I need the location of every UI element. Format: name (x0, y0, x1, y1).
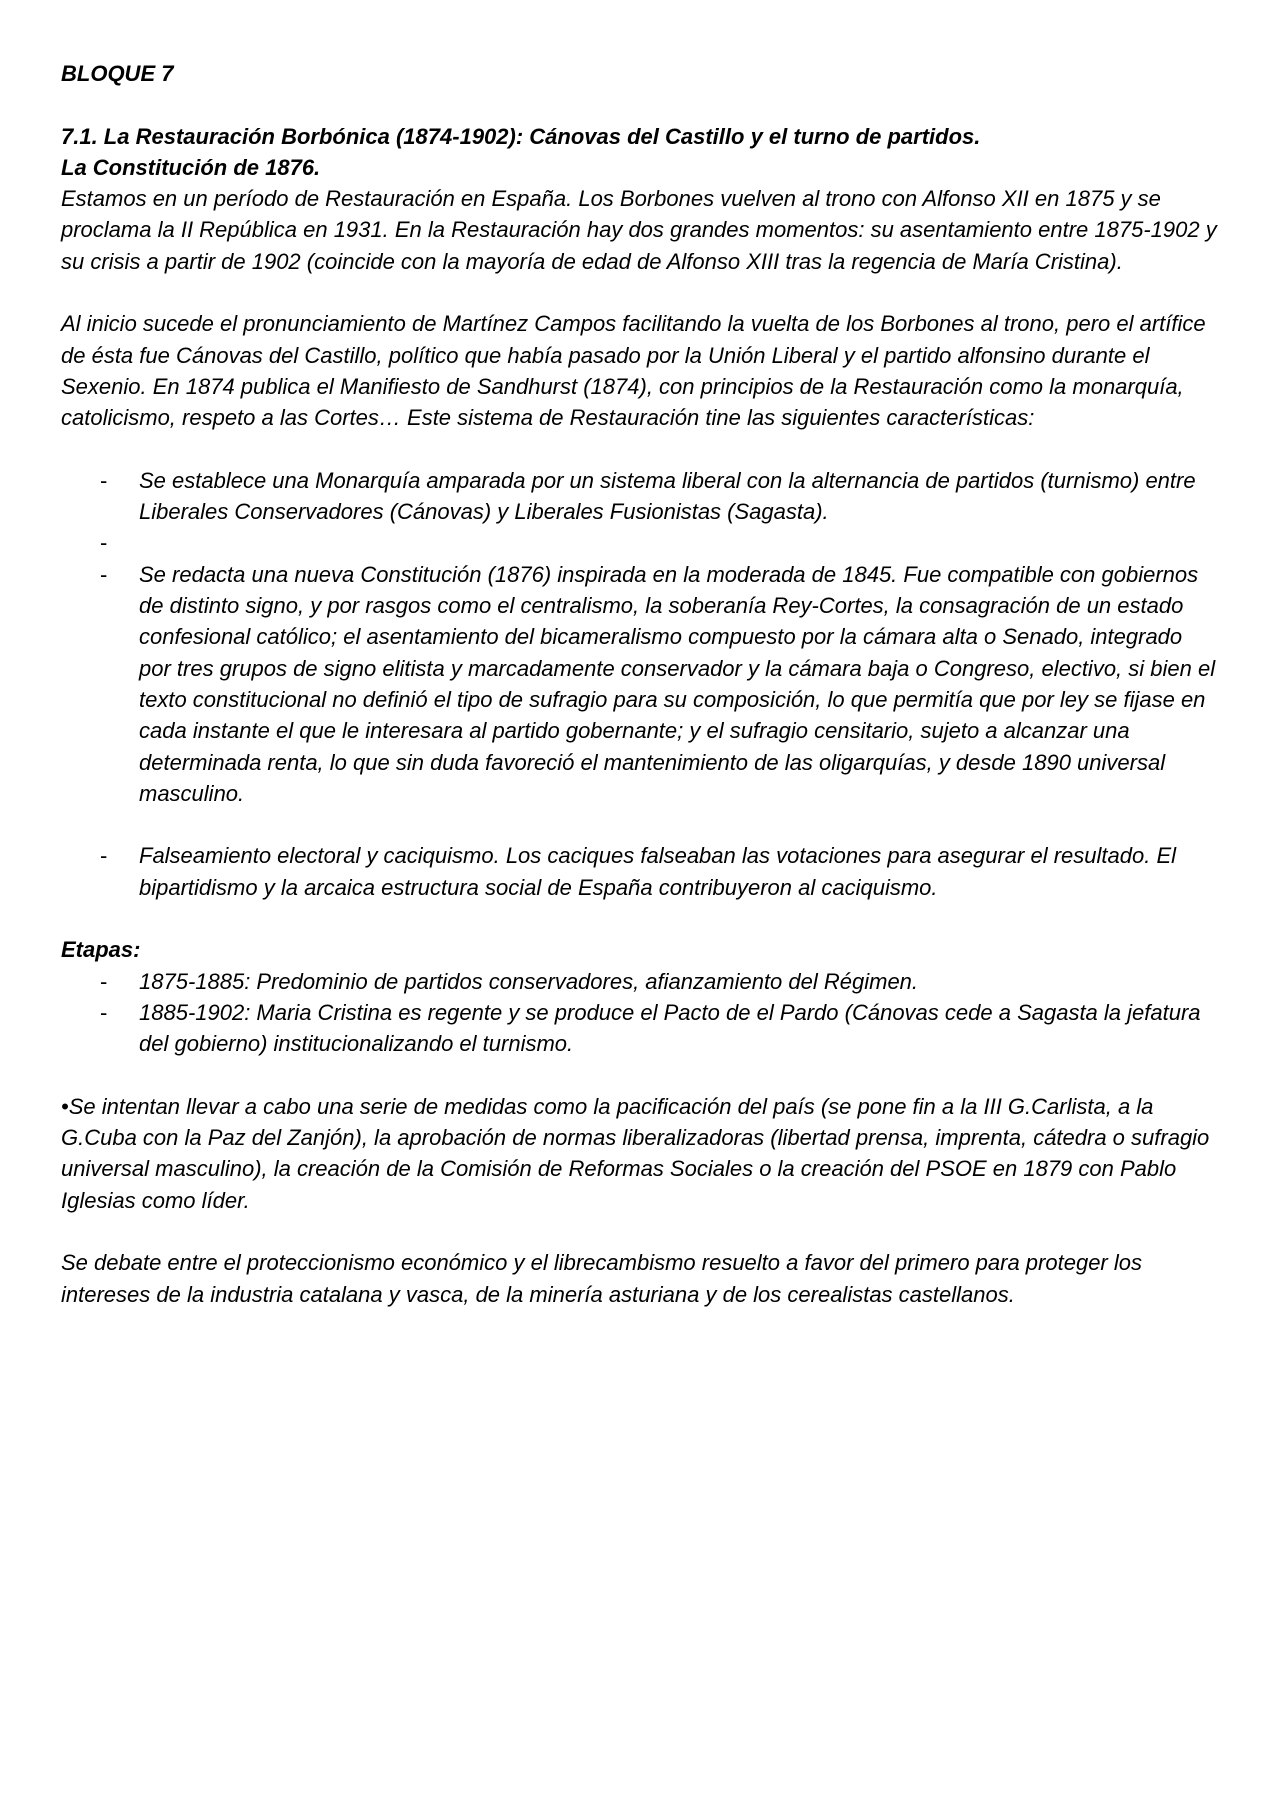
spacer (61, 89, 1220, 120)
list-item-text: Se redacta una nueva Constitución (1876) inspirada en la moderada de 1845. Fue compatible con gobiernos de distinto signo, y por rasgos como el centralismo, la soberanía Rey-Cortes, la consagración de un estado confesional católico; el asentamiento del bicameralismo compuesto por la cámara alta o Senado, integrado por tres grupos de signo elitista y marcadamente conservador y la cámara baja o Congreso, electivo, si bien el texto constitucional no definió el tipo de sufragio para su composición, lo que permitía que por ley se fijase en cada instante el que le interesara al partido gobernante; y el sufragio censitario, sujeto a alcanzar una determinada renta, lo que sin duda favoreció el mantenimiento de las oligarquías, y desde 1890 universal masculino. (139, 561, 1216, 806)
spacer (61, 277, 1220, 308)
list-marker: - (100, 530, 108, 556)
intro-paragraph: Estamos en un período de Restauración en España. Los Borbones vuelven al trono con Alfonso XII en 1875 y se proclama la II República en 1931. En la Restauración hay dos grandes momentos: su asentamiento entre 1875-1902 y su crisis a partir de 1902 (coincide con la mayoría de edad de Alfonso XIII tras la regencia de María Cristina). (61, 186, 1217, 274)
list-item (61, 840, 1220, 903)
protectionism-paragraph: Se debate entre el proteccionismo económico y el librecambismo resuelto a favor del primero para proteger los intereses de la industria catalana y vasca, de la minería asturiana y de los cerealistas castellanos. (61, 1250, 1142, 1307)
spacer (61, 809, 1220, 840)
list-item-text: 1885-1902: Maria Cristina es regente y se produce el Pacto de el Pardo (Cánovas cede a Sagasta la jefatura del gobierno) institucionalizando el turnismo. (139, 999, 1201, 1057)
list-marker: - (100, 843, 108, 869)
characteristics-list (61, 465, 1220, 809)
list-item (61, 966, 1220, 997)
block-title: BLOQUE 7 (61, 61, 174, 86)
list-item (61, 559, 1220, 809)
spacer (61, 434, 1220, 465)
section-title: 7.1. La Restauración Borbónica (1874-1902): Cánovas del Castillo y el turno de partidos. (61, 123, 981, 149)
stages-heading: Etapas: (61, 937, 141, 963)
list-item (61, 465, 1220, 528)
list-item-text: 1875-1885: Predominio de partidos conservadores, afianzamiento del Régimen. (139, 968, 919, 994)
list-marker: - (100, 968, 108, 994)
measures-paragraph: •Se intentan llevar a cabo una serie de medidas como la pacificación del país (se pone fin a la III G.Carlista, a la G.Cuba con la Paz del Zanjón), la aprobación de normas liberalizadoras (libertad prensa, imprenta, cátedra o sufragio universal masculino), la creación de la Comisión de Reformas Sociales o la creación del PSOE en 1879 con Pablo Iglesias como líder. (61, 1093, 1210, 1213)
list-item-text: Falseamiento electoral y caciquismo. Los caciques falseaban las votaciones para asegurar el resultado. El bipartidismo y la arcaica estructura social de España contribuyeron al caciquismo. (139, 843, 1177, 900)
section-subtitle: La Constitución de 1876. (61, 154, 321, 180)
stages-list (61, 966, 1220, 1060)
canovas-paragraph: Al inicio sucede el pronunciamiento de Martínez Campos facilitando la vuelta de los Borbones al trono, pero el artífice de ésta fue Cánovas del Castillo, político que había pasado por la Unión Liberal y el partido alfonsino durante el Sexenio. En 1874 publica el Manifiesto de Sandhurst (1874), con principios de la Restauración como la monarquía, catolicismo, respeto a las Cortes… Este sistema de Restauración tine las siguientes características: (61, 311, 1206, 431)
spacer (61, 1216, 1220, 1247)
spacer (61, 1060, 1220, 1091)
list-marker: - (100, 561, 108, 587)
list-item (61, 527, 1220, 558)
spacer (61, 903, 1220, 934)
list-item-text: Se establece una Monarquía amparada por un sistema liberal con la alternancia de partidos (turnismo) entre Liberales Conservadores (Cánovas) y Liberales Fusionistas (Sagasta). (139, 467, 1196, 525)
list-item (61, 997, 1220, 1060)
characteristics-list-continued (61, 840, 1220, 903)
list-marker: - (100, 467, 108, 493)
list-marker: - (100, 999, 108, 1025)
